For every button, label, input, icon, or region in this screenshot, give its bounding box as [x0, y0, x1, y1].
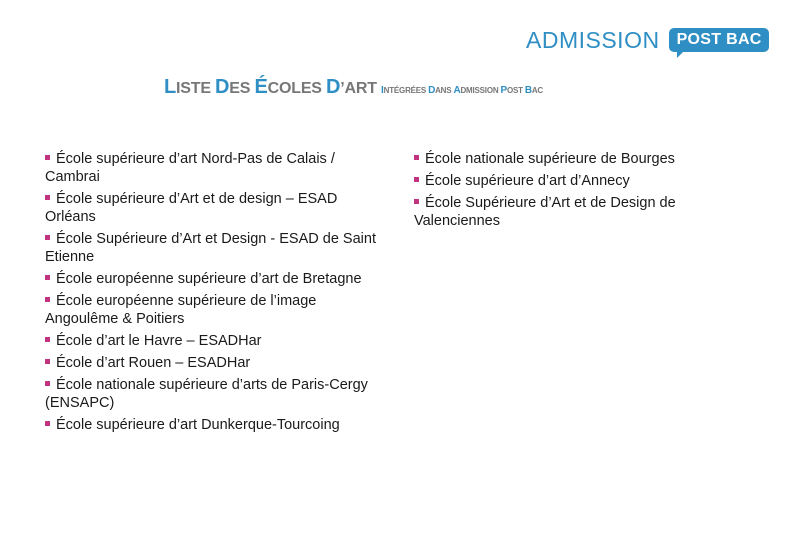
bullet-icon	[45, 337, 50, 342]
list-item	[45, 230, 390, 266]
school-name: École Supérieure d’Art et Design - ESAD de Saint Etienne	[45, 231, 376, 265]
admission-post-bac-logo	[526, 24, 769, 56]
title-letter: D	[326, 76, 341, 98]
list-item	[414, 172, 744, 190]
subtitle-letter: A	[453, 85, 461, 96]
subtitle-part: DMISSION	[460, 86, 501, 95]
bullet-icon	[414, 155, 419, 160]
bullet-icon	[414, 199, 419, 204]
school-name: École européenne supérieure d’art de Bretagne	[56, 271, 362, 287]
subtitle-part: AC	[531, 86, 543, 95]
page-title	[164, 76, 543, 99]
bullet-icon	[45, 421, 50, 426]
list-item	[45, 270, 390, 288]
school-name: École supérieure d’art Dunkerque-Tourcoing	[56, 417, 340, 433]
bullet-icon	[45, 297, 50, 302]
subtitle-letter: P	[500, 85, 507, 96]
school-name: École supérieure d’Art et de design – ESAD Orléans	[45, 191, 338, 225]
subtitle-part: NTÉGRÉES	[383, 86, 429, 95]
subtitle-letter: D	[428, 85, 436, 96]
list-item	[45, 332, 390, 350]
school-name: École Supérieure d’Art et de Design de Valenciennes	[414, 195, 676, 229]
schools-list-right	[414, 150, 744, 234]
bullet-icon	[45, 155, 50, 160]
subtitle-letter: I	[381, 85, 384, 96]
school-name: École européenne supérieure de l’image Angoulême & Poitiers	[45, 293, 317, 327]
title-part: COLES	[267, 80, 327, 97]
list-item	[45, 190, 390, 226]
list-item	[45, 354, 390, 372]
title-letter: D	[215, 76, 230, 98]
title-part: ISTE	[176, 80, 216, 97]
school-name: École d’art le Havre – ESADHar	[56, 333, 262, 349]
list-item	[414, 194, 744, 230]
subtitle-part: ANS	[435, 86, 454, 95]
logo-badge: POST BAC	[669, 28, 769, 52]
school-name: École nationale supérieure de Bourges	[425, 151, 675, 167]
logo-word: ADMISSION	[526, 26, 660, 53]
school-name: École supérieure d’art d’Annecy	[425, 173, 630, 189]
list-item	[414, 150, 744, 168]
title-part: ES	[229, 80, 255, 97]
subtitle-letter: B	[524, 85, 532, 96]
bullet-icon	[414, 177, 419, 182]
bullet-icon	[45, 381, 50, 386]
school-name: École d’art Rouen – ESADHar	[56, 355, 251, 371]
bullet-icon	[45, 359, 50, 364]
bullet-icon	[45, 235, 50, 240]
schools-list-left	[45, 150, 390, 438]
subtitle-part: OST	[506, 86, 525, 95]
list-item	[45, 416, 390, 434]
bullet-icon	[45, 195, 50, 200]
school-name: École supérieure d’art Nord-Pas de Calais / Cambrai	[45, 151, 335, 185]
title-letter: É	[254, 76, 268, 98]
list-item	[45, 292, 390, 328]
title-letter: L	[164, 76, 177, 98]
title-part: ’ART	[340, 80, 382, 97]
list-item	[45, 150, 390, 186]
list-item	[45, 376, 390, 412]
bullet-icon	[45, 275, 50, 280]
school-name: École nationale supérieure d’arts de Paris-Cergy (ENSAPC)	[45, 377, 368, 411]
